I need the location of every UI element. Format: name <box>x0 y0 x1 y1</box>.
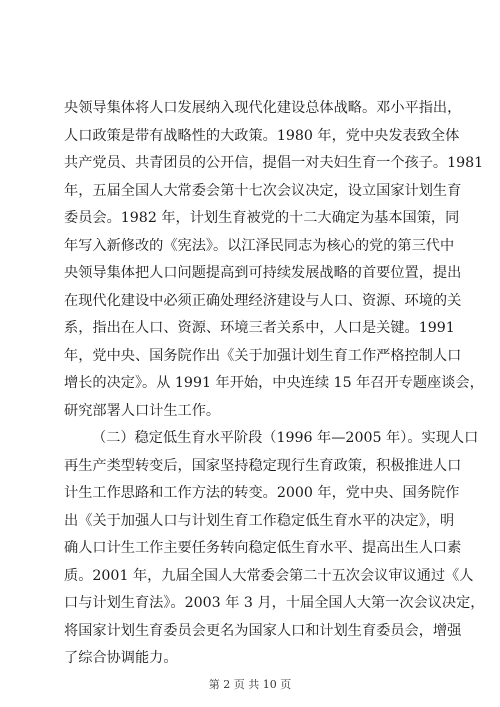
text-line: 共产党员、共青团员的公开信，提倡一对夫妇生育一个孩子。1981 <box>64 155 484 171</box>
text-line: 研究部署人口计生工作。 <box>64 402 221 419</box>
text-line: 增长的决定》。从 1991 年开始，中央连续 15 年召开专题座谈会， <box>64 375 484 391</box>
text-line: 委员会。1982 年，计划生育被党的十二大确定为基本国策，同 <box>64 210 460 226</box>
text-line: 央领导集体将人口发展纳入现代化建设总体战略。邓小平指出， <box>64 100 462 116</box>
text-line: 人口政策是带有战略性的大政策。1980 年，党中央发表致全体 <box>64 127 460 144</box>
text-line: 口与计划生育法》。2003 年 3 月，十届全国人大第一次会议决定， <box>64 595 485 611</box>
page-footer: 第 2 页 共 10 页 <box>208 678 292 691</box>
text-line: 央领导集体把人口问题提高到可持续发展战略的首要位置，提出 <box>64 265 462 281</box>
text-line: 再生产类型转变后，国家坚持稳定现行生育政策，积极推进人口 <box>64 457 462 474</box>
text-line: 将国家计划生育委员会更名为国家人口和计划生育委员会，增强 <box>64 622 462 639</box>
text-line: 年写入新修改的《宪法》。以江泽民同志为核心的党的第三代中 <box>64 237 455 254</box>
text-line: 出《关于加强人口与计划生育工作稳定低生育水平的决定》，明 <box>64 512 455 529</box>
text-line: 确人口计生工作主要任务转向稳定低生育水平、提高出生人口素 <box>64 540 462 556</box>
text-line: 计生工作思路和工作方法的转变。2000 年，党中央、国务院作 <box>64 485 460 501</box>
text-line: 年，党中央、国务院作出《关于加强计划生育工作严格控制人口 <box>64 347 462 364</box>
paragraph-first-line: （二）稳定低生育水平阶段（1996 年—2005 年）。实现人口 <box>92 430 479 446</box>
text-line: 系，指出在人口、资源、环境三者关系中，人口是关键。1991 <box>64 320 455 336</box>
text-line: 年，五届全国人大常委会第十七次会议决定，设立国家计划生育 <box>64 182 462 199</box>
text-line: 了综合协调能力。 <box>64 650 178 666</box>
body-text <box>64 95 485 673</box>
text-line: 质。2001 年，九届全国人大常委会第二十五次会议审议通过《人 <box>64 567 474 584</box>
text-line: 在现代化建设中必须正确处理经济建设与人口、资源、环境的关 <box>64 292 462 309</box>
